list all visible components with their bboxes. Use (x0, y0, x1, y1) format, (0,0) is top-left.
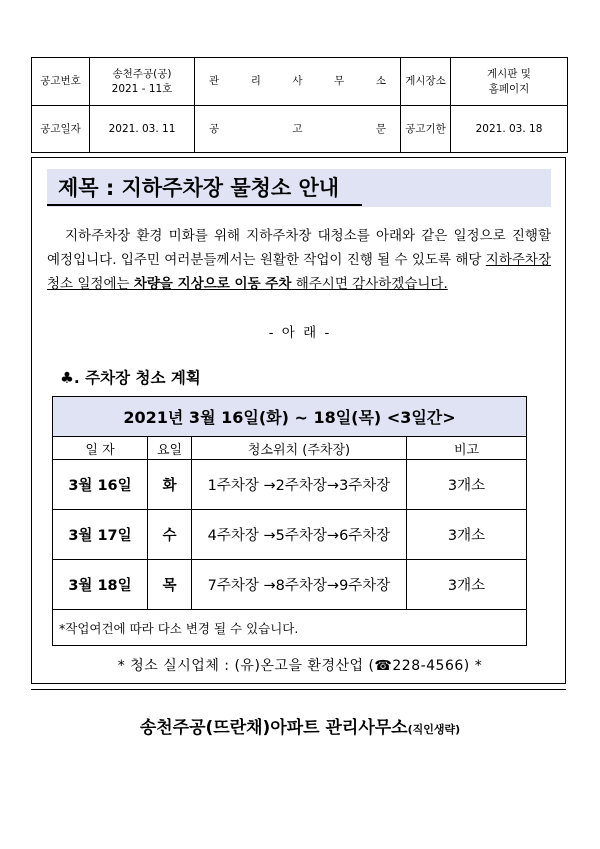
office-title-row (195, 74, 400, 89)
row-day: 화 (148, 460, 192, 510)
schedule-header-row (53, 437, 527, 460)
notice-header-table (31, 57, 568, 153)
office-title (195, 58, 401, 106)
row-location: 7주차장 →8주차장→9주차장 (192, 560, 407, 610)
office_title_chars-char: 무 (334, 75, 345, 87)
notice-title (195, 106, 401, 153)
schedule-period: 2021년 3월 16일(화) ~ 18일(목) <3일간> (53, 397, 527, 437)
body-bold-instruction: 차량을 지상으로 이동 주차 (133, 276, 292, 292)
issuer-org: 송천주공(뜨란채)아파트 관리사무소 (139, 718, 408, 738)
row-day: 목 (148, 560, 192, 610)
posting-place-value (451, 58, 568, 106)
body-part1: 지하주차장 환경 미화를 위해 지하주차장 대청소를 아래와 같은 일정으로 진행할 예정입니다. 입주민 여러분들께서는 원활한 작업이 진행 될 수 있도록 해당 (47, 228, 551, 268)
posting-place-line1: 게시판 및 (487, 67, 531, 80)
notice-title-row (195, 122, 400, 137)
posting-place-label: 게시장소 (401, 58, 451, 106)
subject-underline (47, 204, 362, 206)
body-underlined-end: 해주시면 감사하겠습니다. (291, 276, 448, 292)
footer-divider (31, 689, 566, 690)
notice-date-value: 2021. 03. 11 (90, 106, 195, 153)
col-location: 청소위치 (주차장) (192, 437, 407, 460)
office_title_chars-char: 사 (292, 75, 303, 87)
body-text (47, 224, 551, 296)
notice-date-label: 공고일자 (32, 106, 90, 153)
posting-place-line2: 홈페이지 (488, 82, 530, 95)
row-remark: 3개소 (407, 510, 527, 560)
notice-no-label: 공고번호 (32, 58, 90, 106)
row-date: 3월 18일 (53, 560, 148, 610)
body-underlined-start: 지하주차장 청소 일정에는 (47, 252, 551, 292)
office_title_chars-char: 소 (375, 75, 386, 87)
notice_title_chars-char: 문 (375, 122, 386, 135)
notice-no-value (90, 58, 195, 106)
deadline-label: 공고기한 (401, 106, 451, 153)
below-marker: - 아 래 - (268, 325, 332, 341)
notice-no-value-line1: 송천주공(공) (112, 67, 172, 80)
col-remark: 비고 (407, 437, 527, 460)
row-location: 1주차장 →2주차장→3주차장 (192, 460, 407, 510)
row-day: 수 (148, 510, 192, 560)
section-heading: ♣. 주차장 청소 계획 (60, 369, 201, 387)
table-row (53, 460, 527, 510)
row-date: 3월 17일 (53, 510, 148, 560)
contractor-info: * 청소 실시업체 : (유)온고을 환경산업 (☎228-4566) * (117, 658, 483, 674)
table-row (53, 510, 527, 560)
cleaning-schedule-table (52, 396, 527, 646)
deadline-value: 2021. 03. 18 (451, 106, 568, 153)
notice_title_chars-char: 고 (292, 122, 303, 135)
subject-title: 제목 : 지하주차장 물청소 안내 (58, 176, 340, 200)
row-location: 4주차장 →5주차장→6주차장 (192, 510, 407, 560)
office_title_chars-char: 리 (250, 75, 261, 87)
col-day: 요일 (148, 437, 192, 460)
row-remark: 3개소 (407, 460, 527, 510)
office_title_chars-char: 관 (209, 75, 220, 87)
row-remark: 3개소 (407, 560, 527, 610)
schedule-note: *작업여건에 따라 다소 변경 될 수 있습니다. (53, 610, 527, 646)
seal-note: (직인생략) (407, 723, 461, 736)
notice-no-value-line2: 2021 - 11호 (111, 82, 173, 95)
notice_title_chars-char: 공 (209, 122, 220, 135)
row-date: 3월 16일 (53, 460, 148, 510)
table-row (53, 560, 527, 610)
body-paragraph (47, 224, 551, 296)
col-date: 일 자 (53, 437, 148, 460)
issuer (0, 713, 600, 738)
